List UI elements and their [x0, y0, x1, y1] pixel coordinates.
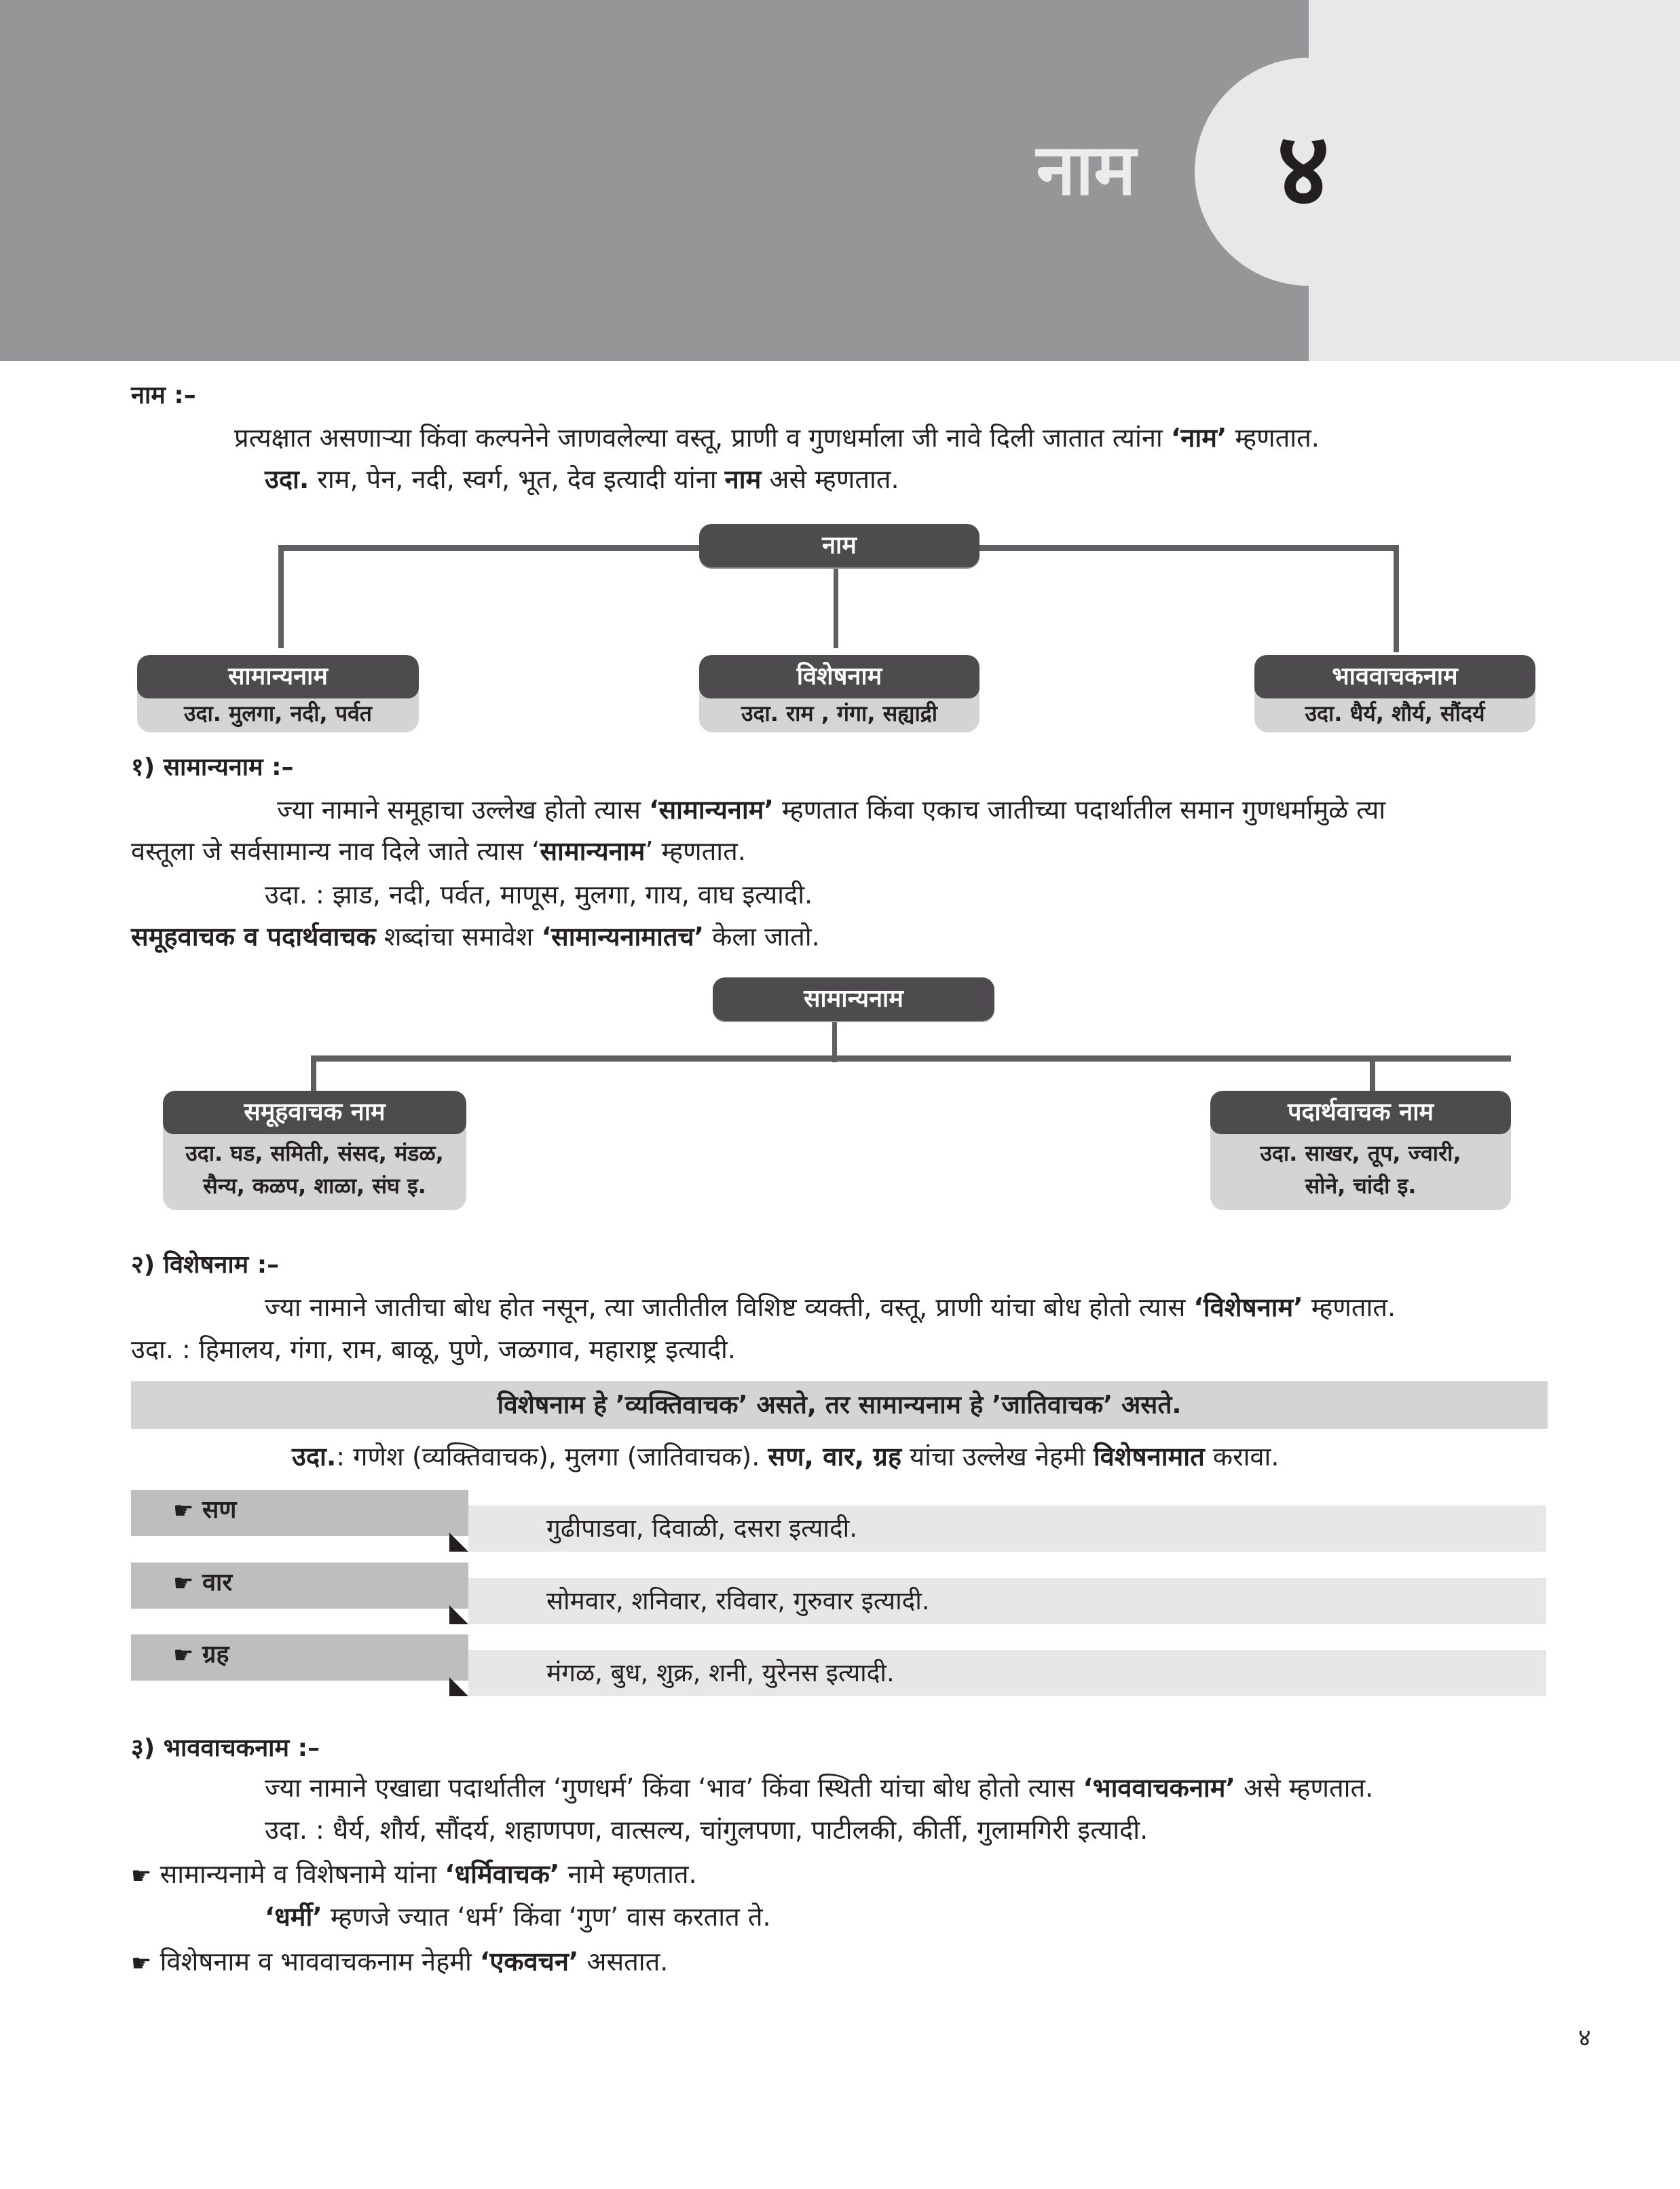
- intro-heading: नाम :–: [131, 381, 196, 409]
- node-example-line: उदा. साखर, तूप, ज्वारी,: [1260, 1140, 1461, 1166]
- diagram1-connector-left: [278, 545, 284, 648]
- diagram2-root-node: सामान्यनाम: [713, 977, 994, 1021]
- section2-note-bold: सण, वार, ग्रह: [768, 1442, 902, 1472]
- node-title: पदार्थवाचक नाम: [1210, 1091, 1511, 1134]
- node-example-line: उदा. घड, समिती, संसद, मंडळ,: [185, 1140, 444, 1166]
- diagram1-root-node: नाम: [699, 524, 979, 567]
- section1-note-post: केला जातो.: [704, 922, 820, 952]
- bullet-text: नामे म्हणतात.: [559, 1859, 697, 1889]
- diagram2-connector-horizontal: [311, 1055, 1511, 1062]
- node-title: विशेषनाम: [699, 655, 979, 698]
- row-label: वार: [202, 1569, 233, 1596]
- node-example: [163, 1125, 466, 1210]
- section1-line2-post: ’ म्हणतात.: [645, 836, 746, 866]
- section2-note-text: यांचा उल्लेख नेहमी: [901, 1442, 1094, 1472]
- section1-line2: [131, 832, 746, 870]
- intro-example-post: असे म्हणतात.: [761, 464, 899, 494]
- section2-note-text: करावा.: [1204, 1442, 1280, 1472]
- row-sann-value-band: [468, 1505, 1546, 1552]
- row-value: मंगळ, बुध, शुक्र, शनी, युरेनस इत्यादी.: [546, 1658, 895, 1687]
- section1-note-term: ‘सामान्यनामातच’: [541, 922, 705, 952]
- node-title: भाववाचकनाम: [1254, 655, 1535, 698]
- row-vaar-label: [131, 1563, 468, 1609]
- node-example: उदा. राम , गंगा, सह्याद्री: [699, 689, 979, 732]
- node-example-line: सैन्य, कळप, शाळा, संघ इ.: [203, 1173, 426, 1199]
- section2-note-bold: विशेषनामात: [1093, 1442, 1205, 1472]
- section2-line1-post: म्हणतात.: [1303, 1292, 1396, 1322]
- highlight-band: विशेषनाम हे ’व्यक्तिवाचक’ असते, तर सामान्यनाम हे ’जातिवाचक’ असते.: [131, 1381, 1548, 1429]
- node-title: सामान्यनाम: [137, 655, 419, 698]
- diagram1-node-visheshnam: [699, 655, 979, 732]
- diagram1-connector-middle: [834, 567, 838, 648]
- intro-definition: [234, 419, 1320, 457]
- diagram1-node-bhavvachaknam: [1254, 655, 1535, 732]
- bullet-text: सामान्यनामे व विशेषनामे यांना: [160, 1859, 445, 1889]
- pointing-hand-icon: ☛: [173, 1570, 194, 1597]
- section1-note: [131, 918, 820, 956]
- section3-line1-pre: ज्या नामाने एखाद्या पदार्थातील ‘गुणधर्म’ किंवा ‘भाव’ किंवा स्थिती यांचा बोध होतो त्यास: [265, 1773, 1083, 1803]
- row-label: सण: [202, 1496, 237, 1524]
- fold-corner-icon: [449, 1677, 468, 1696]
- page-number: ४: [1578, 2024, 1591, 2052]
- chapter-title: नाम: [1036, 128, 1136, 211]
- section1-line1-pre: ज्या नामाने समूहाचा उल्लेख होतो त्यास: [277, 795, 650, 825]
- section1-example: उदा. : झाड, नदी, पर्वत, माणूस, मुलगा, गाय, वाघ इत्यादी.: [265, 880, 813, 910]
- chapter-number: ४: [1276, 111, 1330, 229]
- section1-note-mid: शब्दांचा समावेश: [375, 922, 542, 952]
- section1-line1-post: म्हणतात किंवा एकाच जातीच्या पदार्थातील समान गुणधर्मामुळे त्या: [773, 795, 1386, 825]
- pointing-hand-icon: ☛: [173, 1642, 194, 1669]
- section3-line1-post: असे म्हणतात.: [1235, 1773, 1374, 1803]
- pointing-hand-icon: ☛: [131, 1862, 152, 1890]
- section1-line2-pre: वस्तूला जे सर्वसामान्य नाव दिले जाते त्यास ‘: [131, 836, 540, 866]
- section2-line1-term: ‘विशेषनाम’: [1193, 1292, 1303, 1322]
- section1-heading: १) सामान्यनाम :–: [131, 753, 294, 781]
- row-vaar-value-band: [468, 1578, 1546, 1624]
- section2-line1-pre: ज्या नामाने जातीचा बोध होत नसून, त्या जातीतील विशिष्ट व्यक्ती, वस्तू, प्राणी यांचा बोध होतो त्यास: [265, 1292, 1194, 1322]
- section3-bullet1: [131, 1855, 697, 1895]
- section3-line1: [265, 1769, 1373, 1807]
- row-label: ग्रह: [202, 1641, 229, 1668]
- section2-note: [292, 1438, 1279, 1476]
- node-title: समूहवाचक नाम: [163, 1091, 466, 1134]
- pointing-hand-icon: ☛: [173, 1497, 194, 1524]
- fold-corner-icon: [449, 1533, 468, 1552]
- bullet-term: ‘धर्मिवाचक’: [445, 1859, 560, 1889]
- intro-example-label: उदा.: [265, 464, 310, 494]
- section1-line2-term: सामान्यनाम: [540, 836, 646, 866]
- bullet-text: असतात.: [578, 1947, 669, 1977]
- node-example: उदा. मुलगा, नदी, पर्वत: [137, 689, 419, 732]
- intro-definition-term: ‘नाम’: [1170, 423, 1227, 453]
- intro-definition-post: म्हणतात.: [1227, 423, 1320, 453]
- intro-example-term: नाम: [724, 464, 762, 494]
- intro-example: [265, 460, 899, 498]
- section2-heading: २) विशेषनाम :–: [131, 1251, 280, 1279]
- row-value: गुढीपाडवा, दिवाळी, दसरा इत्यादी.: [546, 1514, 857, 1543]
- fold-corner-icon: [449, 1605, 468, 1624]
- diagram2-connector-right: [1370, 1055, 1375, 1095]
- section2-note-label: उदा.: [292, 1442, 337, 1472]
- section3-example: उदा. : धैर्य, शौर्य, सौंदर्य, शहाणपण, वात्सल्य, चांगुलपणा, पाटीलकी, कीर्ती, गुलामगिरी इत्यादी.: [265, 1815, 1149, 1845]
- intro-definition-pre: प्रत्यक्षात असणाऱ्या किंवा कल्पनेने जाणवलेल्या वस्तू, प्राणी व गुणधर्माला जी नावे दिली जातात त्यांना: [234, 423, 1171, 453]
- row-grah-label: [131, 1634, 468, 1681]
- section3-line1-term: ‘भाववाचकनाम’: [1083, 1773, 1235, 1803]
- section2-note-text: : गणेश (व्यक्तिवाचक), मुलगा (जातिवाचक).: [336, 1442, 768, 1472]
- subnote-term: ‘धर्मी’: [265, 1902, 322, 1932]
- section2-line1: [265, 1288, 1396, 1326]
- bullet-text: विशेषनाम व भाववाचकनाम नेहमी: [160, 1947, 480, 1977]
- subnote-text: म्हणजे ज्यात ‘धर्म’ किंवा ‘गुण’ वास करतात ते.: [322, 1902, 771, 1932]
- section1-line1: [277, 791, 1385, 829]
- section2-example: उदा. : हिमालय, गंगा, राम, बाळू, पुणे, जळगाव, महाराष्ट्र इत्यादी.: [131, 1334, 736, 1364]
- row-value: सोमवार, शनिवार, रविवार, गुरुवार इत्यादी.: [546, 1586, 930, 1615]
- diagram2-node-padarthvachak: [1210, 1091, 1511, 1210]
- diagram1-node-samanyanam: [137, 655, 419, 732]
- pointing-hand-icon: ☛: [131, 1949, 152, 1977]
- section3-bullet2: [131, 1943, 668, 1983]
- node-example: [1210, 1125, 1511, 1210]
- bullet-term: ‘एकवचन’: [479, 1947, 579, 1977]
- node-example-line: सोने, चांदी इ.: [1305, 1173, 1417, 1199]
- section1-line1-term: ‘सामान्यनाम’: [649, 795, 774, 825]
- section3-heading: ३) भाववाचकनाम :–: [131, 1734, 320, 1762]
- diagram2-connector-left: [311, 1055, 316, 1092]
- node-example: उदा. धैर्य, शौर्य, सौंदर्य: [1254, 689, 1535, 732]
- diagram1-connector-right: [1394, 545, 1399, 652]
- section3-subnote: [265, 1898, 771, 1936]
- intro-example-text: राम, पेन, नदी, स्वर्ग, भूत, देव इत्यादी यांना: [309, 464, 725, 494]
- row-grah-value-band: [468, 1650, 1546, 1696]
- section1-note-bold: समूहवाचक व पदार्थवाचक: [131, 922, 376, 952]
- row-sann-label: [131, 1490, 468, 1536]
- diagram2-node-samuhvachak: [163, 1091, 466, 1210]
